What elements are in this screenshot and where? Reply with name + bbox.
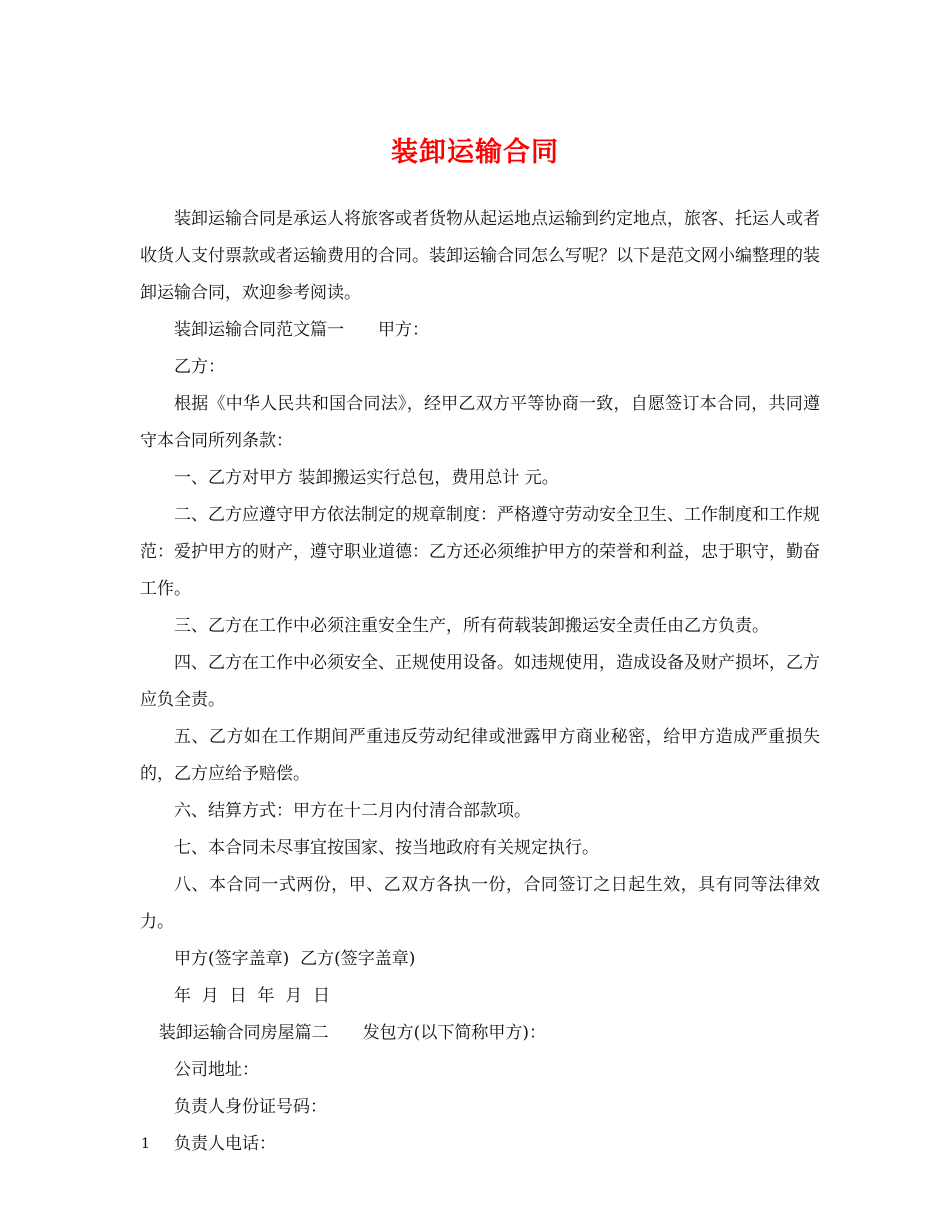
phone-label: 负责人电话：	[174, 1134, 276, 1154]
document-body	[140, 201, 820, 1163]
signature-line: 甲方(签字盖章) 乙方(签字盖章)	[174, 949, 416, 969]
date-line: 年 月 日 年 月 日	[174, 986, 331, 1006]
contractor-label: 发包方(以下简称甲方)：	[362, 1023, 546, 1043]
sample1-heading-line	[140, 312, 820, 349]
page-number: 1	[141, 1136, 150, 1152]
sample1-heading: 装卸运输合同范文篇一	[174, 320, 344, 340]
intro-paragraph: 装卸运输合同是承运人将旅客或者货物从起运地点运输到约定地点，旅客、托运人或者收货人支付票款或者运输费用的合同。装卸运输合同怎么写呢？以下是范文网小编整理的装卸运输合同，欢迎参考阅读。	[140, 209, 820, 303]
id-number-label: 负责人身份证号码：	[174, 1097, 327, 1117]
sample2-heading-line	[140, 1015, 820, 1052]
clause-2: 二、乙方应遵守甲方依法制定的规章制度：严格遵守劳动安全卫生、工作制度和工作规范：爱护甲方的财产，遵守职业道德：乙方还必须维护甲方的荣誉和利益，忠于职守，勤奋工作。	[140, 505, 820, 599]
clause-3: 三、乙方在工作中必须注重安全生产，所有荷载装卸搬运安全责任由乙方负责。	[174, 616, 769, 636]
party-a-label: 甲方：	[378, 320, 429, 340]
company-address-label: 公司地址：	[174, 1060, 259, 1080]
clause-8: 八、本合同一式两份，甲、乙双方各执一份，合同签订之日起生效，具有同等法律效力。	[140, 875, 820, 932]
party-b-label: 乙方：	[174, 357, 225, 377]
clause-6: 六、结算方式：甲方在十二月内付清合部款项。	[174, 801, 531, 821]
clause-7: 七、本合同未尽事宜按国家、按当地政府有关规定执行。	[174, 838, 599, 858]
preamble-paragraph: 根据《中华人民共和国合同法》，经甲乙双方平等协商一致，自愿签订本合同，共同遵守本合同所列条款：	[140, 394, 820, 451]
clause-1: 一、乙方对甲方 装卸搬运实行总包，费用总计 元。	[174, 468, 559, 488]
clause-4: 四、乙方在工作中必须安全、正规使用设备。如违规使用，造成设备及财产损坏，乙方应负全责。	[140, 653, 820, 710]
document-title: 装卸运输合同	[391, 137, 559, 168]
clause-5: 五、乙方如在工作期间严重违反劳动纪律或泄露甲方商业秘密，给甲方造成严重损失的，乙方应给予赔偿。	[140, 727, 820, 784]
sample2-heading: 装卸运输合同房屋篇二	[158, 1023, 329, 1043]
